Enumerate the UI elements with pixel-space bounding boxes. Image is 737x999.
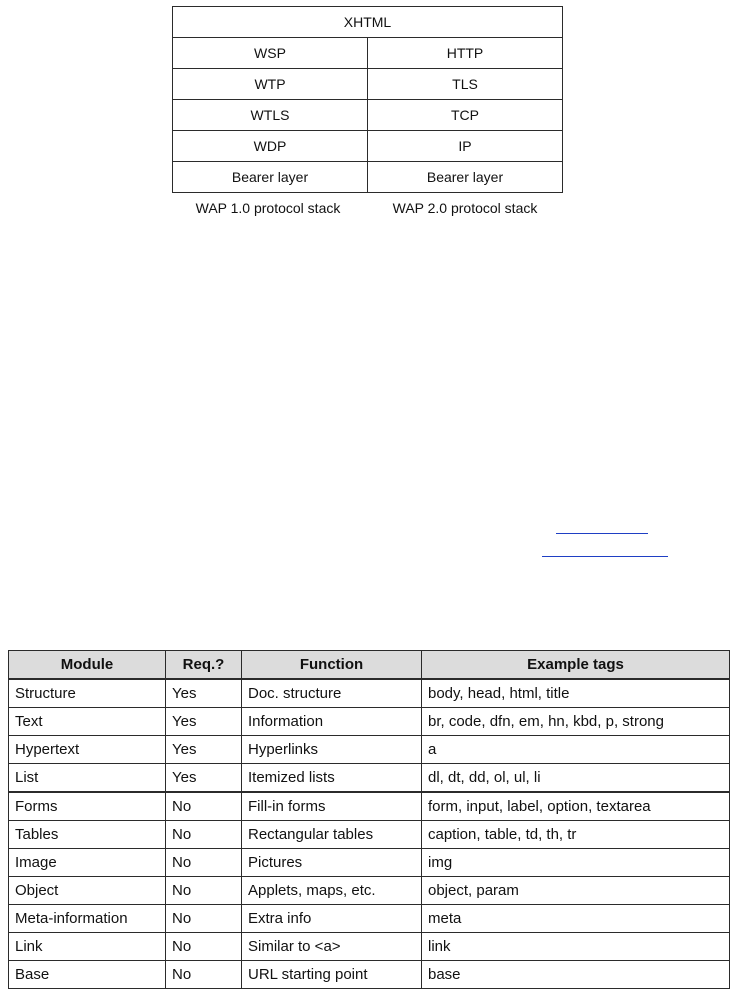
required-cell: No — [166, 961, 242, 989]
example-tags-cell: object, param — [422, 877, 730, 905]
table-row — [9, 764, 730, 793]
module-cell: Tables — [9, 821, 166, 849]
header-required: Req.? — [166, 651, 242, 680]
required-cell: No — [166, 905, 242, 933]
module-cell: Link — [9, 933, 166, 961]
xhtml-modules-table — [8, 650, 730, 989]
table-row — [9, 792, 730, 821]
header-function: Function — [242, 651, 422, 680]
function-cell: Fill-in forms — [242, 792, 422, 821]
function-cell: Hyperlinks — [242, 736, 422, 764]
example-tags-cell: caption, table, td, th, tr — [422, 821, 730, 849]
module-cell: Meta-information — [9, 905, 166, 933]
module-cell: List — [9, 764, 166, 793]
wap1-layer: WTLS — [173, 100, 368, 131]
wap1-layer: WTP — [173, 69, 368, 100]
function-cell: Rectangular tables — [242, 821, 422, 849]
example-tags-cell: img — [422, 849, 730, 877]
example-tags-cell: a — [422, 736, 730, 764]
module-cell: Image — [9, 849, 166, 877]
wap1-layer: Bearer layer — [173, 162, 368, 193]
function-cell: Extra info — [242, 905, 422, 933]
example-tags-cell: br, code, dfn, em, hn, kbd, p, strong — [422, 708, 730, 736]
function-cell: Itemized lists — [242, 764, 422, 793]
table-header-row — [9, 651, 730, 680]
module-cell: Forms — [9, 792, 166, 821]
function-cell: Pictures — [242, 849, 422, 877]
function-cell: Applets, maps, etc. — [242, 877, 422, 905]
required-cell: Yes — [166, 679, 242, 708]
required-cell: No — [166, 849, 242, 877]
module-cell: Object — [9, 877, 166, 905]
table-row — [9, 933, 730, 961]
header-module: Module — [9, 651, 166, 680]
module-cell: Base — [9, 961, 166, 989]
function-cell: URL starting point — [242, 961, 422, 989]
table-row — [9, 821, 730, 849]
required-cell: No — [166, 792, 242, 821]
example-tags-cell: dl, dt, dd, ol, ul, li — [422, 764, 730, 793]
wap1-layer: WSP — [173, 38, 368, 69]
example-tags-cell: meta — [422, 905, 730, 933]
required-cell: No — [166, 877, 242, 905]
wap2-caption: WAP 2.0 protocol stack — [392, 200, 538, 216]
table-row — [9, 905, 730, 933]
wap2-layer: IP — [368, 131, 563, 162]
example-tags-cell: link — [422, 933, 730, 961]
example-tags-cell: base — [422, 961, 730, 989]
table-row — [9, 708, 730, 736]
wap2-layer: HTTP — [368, 38, 563, 69]
function-cell: Doc. structure — [242, 679, 422, 708]
required-cell: Yes — [166, 764, 242, 793]
table-row — [9, 961, 730, 989]
hyperlink-underline[interactable] — [556, 533, 648, 534]
table-row — [9, 849, 730, 877]
wap2-layer: TLS — [368, 69, 563, 100]
function-cell: Similar to <a> — [242, 933, 422, 961]
hyperlink-underline[interactable] — [542, 556, 668, 557]
wap2-layer: Bearer layer — [368, 162, 563, 193]
header-example-tags: Example tags — [422, 651, 730, 680]
table-row — [9, 736, 730, 764]
example-tags-cell: body, head, html, title — [422, 679, 730, 708]
wap2-layer: TCP — [368, 100, 563, 131]
protocol-stack-figure — [172, 6, 563, 193]
table-row — [9, 877, 730, 905]
table-row — [9, 679, 730, 708]
example-tags-cell: form, input, label, option, textarea — [422, 792, 730, 821]
required-cell: Yes — [166, 736, 242, 764]
wap1-caption: WAP 1.0 protocol stack — [195, 200, 341, 216]
module-cell: Hypertext — [9, 736, 166, 764]
required-cell: No — [166, 821, 242, 849]
required-cell: Yes — [166, 708, 242, 736]
stack-top-xhtml: XHTML — [173, 7, 563, 38]
function-cell: Information — [242, 708, 422, 736]
required-cell: No — [166, 933, 242, 961]
wap1-layer: WDP — [173, 131, 368, 162]
module-cell: Text — [9, 708, 166, 736]
module-cell: Structure — [9, 679, 166, 708]
